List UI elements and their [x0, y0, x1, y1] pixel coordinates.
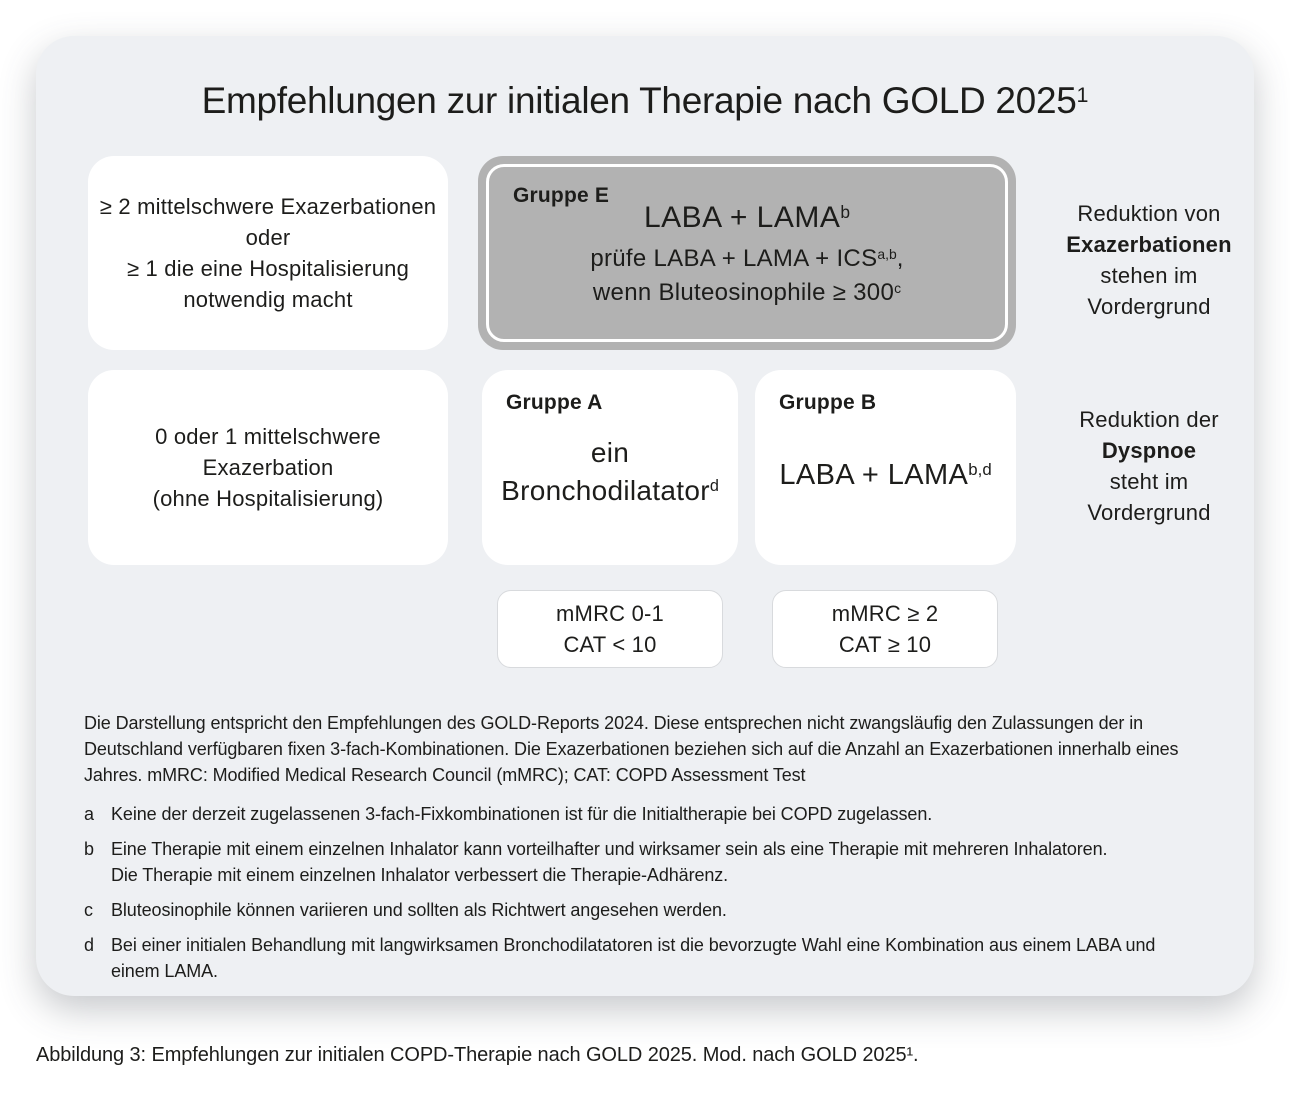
figure-panel: [36, 36, 1254, 996]
group-e-secondary-text: prüfe LABA + LAMA + ICS: [590, 245, 878, 272]
side-note-line: Vordergrund: [1087, 294, 1211, 319]
legend-paragraph-line: Die Darstellung entspricht den Empfehlungen des GOLD-Reports 2024. Diese entsprechen nicht zwangsläufig den Zulassungen der in: [84, 713, 1144, 733]
legend-paragraph-line: Jahres. mMRC: Modified Medical Research Council (mMRC); CAT: COPD Assessment Test: [84, 765, 806, 785]
criteria-line: notwendig macht: [183, 287, 353, 312]
legend-paragraph-line: Deutschland verfügbaren fixen 3-fach-Kombinationen. Die Exazerbationen beziehen sich auf die Anzahl an Exazerbationen innerhalb eines: [84, 739, 1179, 759]
figure-caption: Abbildung 3: Empfehlungen zur initialen COPD-Therapie nach GOLD 2025. Mod. nach GOLD 2025¹.: [36, 1044, 919, 1066]
legend-area: [84, 710, 1224, 993]
group-a-therapy-line: ein: [590, 436, 630, 468]
group-b-therapy-text: LABA + LAMA: [779, 458, 969, 491]
group-a-therapy: [501, 422, 719, 514]
group-e-primary-sup: b: [840, 201, 851, 222]
footnote-text-line: Bei einer initialen Behandlung mit langwirksamen Bronchodilatatoren ist die bevorzugte Wahl eine Kombination aus einem LABA und: [111, 935, 1156, 955]
group-a-therapy-line: [501, 472, 719, 514]
group-b-box: [755, 370, 1016, 565]
footnote-letter: b: [84, 839, 94, 859]
group-e-primary-text: LABA + LAMA: [643, 201, 841, 234]
group-e-condition-sup: c: [894, 279, 902, 296]
side-note-line: Reduktion der: [1079, 407, 1219, 432]
criteria-line: oder: [245, 225, 291, 250]
criteria-line: ≥ 1 die eine Hospitalisierung: [126, 256, 410, 281]
footnote-text-line: Keine der derzeit zugelassenen 3-fach-Fixkombinationen ist für die Initialtherapie bei COPD zugelassen.: [111, 804, 933, 824]
group-b-therapy: [779, 442, 991, 494]
group-e-secondary-sup: a,b: [877, 245, 897, 262]
criteria-box-low-exacerbation: [88, 370, 448, 565]
symptom-line: mMRC ≥ 2: [831, 601, 939, 626]
criteria-line: ≥ 2 mittelschwere Exazerbationen: [99, 194, 437, 219]
group-b-label: Gruppe B: [779, 391, 877, 414]
symptom-line: CAT ≥ 10: [838, 632, 932, 657]
group-a-therapy-sup: d: [709, 477, 719, 496]
side-note-dyspnoea: [1042, 404, 1256, 528]
footnote-text: [111, 932, 1224, 984]
group-b-therapy-sup: b,d: [968, 459, 992, 479]
symptom-line: mMRC 0-1: [556, 601, 664, 626]
criteria-box-high-exacerbation: [88, 156, 448, 350]
footnote-c: [84, 897, 1224, 923]
figure-title-reference-sup: 1: [1076, 82, 1089, 107]
group-e-primary-therapy: [489, 201, 1005, 235]
group-e-inner-frame: [486, 164, 1008, 342]
group-a-box: [482, 370, 738, 565]
criteria-line: 0 oder 1 mittelschwere Exazerbation: [155, 424, 381, 480]
footnote-letter: a: [84, 804, 94, 824]
footnote-text: [111, 897, 1224, 923]
group-e-condition: [489, 277, 1005, 311]
footnote-d: [84, 932, 1224, 984]
group-e-box: [478, 156, 1016, 350]
criteria-line: (ohne Hospitalisierung): [152, 486, 384, 511]
side-note-line: Vordergrund: [1087, 500, 1211, 525]
symptom-box-mmrc-low: [497, 590, 723, 668]
footnote-text-line: einem LAMA.: [111, 961, 218, 981]
side-note-line: steht im: [1109, 469, 1189, 494]
group-a-therapy-text: Bronchodilatator: [501, 474, 710, 506]
footnote-letter: c: [84, 900, 93, 920]
group-e-therapy: [489, 201, 1005, 311]
symptom-line: CAT < 10: [563, 632, 657, 657]
group-e-secondary-tail: ,: [896, 245, 904, 272]
legend-paragraph: [84, 710, 1224, 788]
group-a-label: Gruppe A: [506, 391, 603, 414]
side-note-line: Reduktion von: [1077, 201, 1221, 226]
footnote-text-line: Die Therapie mit einem einzelnen Inhalator verbessert die Therapie-Adhärenz.: [111, 865, 729, 885]
footnote-letter: d: [84, 935, 94, 955]
group-e-label: Gruppe E: [513, 184, 610, 207]
side-note-exacerbations: [1042, 198, 1256, 322]
side-note-line: stehen im: [1100, 263, 1198, 288]
figure-title: [36, 80, 1254, 122]
symptom-box-mmrc-high: [772, 590, 998, 668]
footnote-text-line: Bluteosinophile können variieren und sollten als Richtwert angesehen werden.: [111, 900, 727, 920]
side-note-keyword: Exazerbationen: [1066, 232, 1232, 257]
group-e-secondary-therapy: [489, 243, 1005, 277]
footnote-text: [111, 836, 1224, 888]
figure-title-text: Empfehlungen zur initialen Therapie nach GOLD 2025: [201, 80, 1077, 121]
footnote-b: [84, 836, 1224, 888]
footnote-a: [84, 801, 1224, 827]
group-e-condition-text: wenn Bluteosinophile ≥ 300: [592, 279, 895, 306]
footnote-text: [111, 801, 1224, 827]
side-note-keyword: Dyspnoe: [1101, 438, 1197, 463]
footnote-text-line: Eine Therapie mit einem einzelnen Inhalator kann vorteilhafter und wirksamer sein als eine Therapie mit mehreren Inhalatoren.: [111, 839, 1108, 859]
